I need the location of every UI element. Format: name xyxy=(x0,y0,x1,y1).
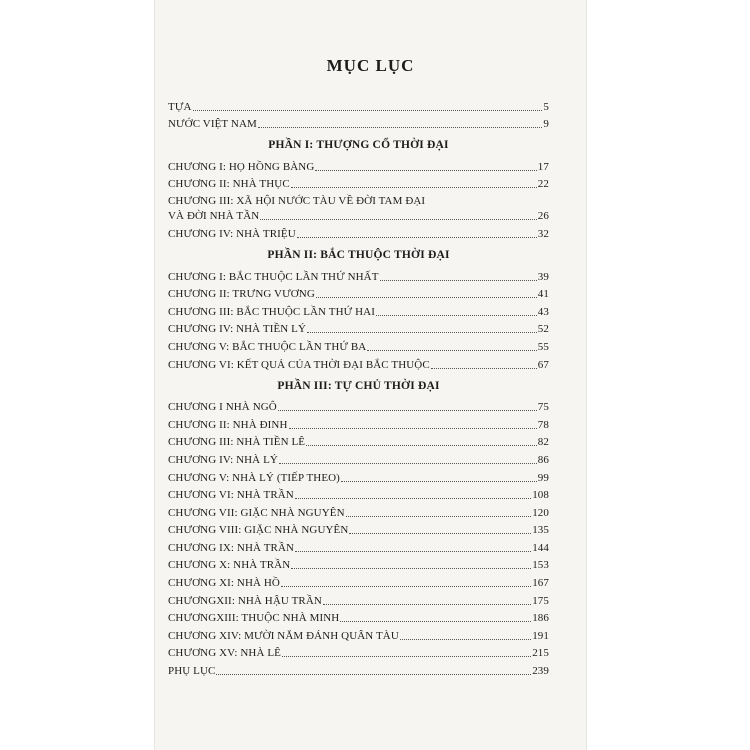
toc-entry-page: 191 xyxy=(532,629,549,642)
part-heading: PHẦN II: BẮC THUỘC THỜI ĐẠI xyxy=(267,248,450,261)
toc-entry xyxy=(168,572,549,590)
dot-leader xyxy=(431,367,537,369)
toc-entry-label: CHƯƠNG III: NHÀ TIỀN LÊ xyxy=(168,436,306,449)
toc-entry-page: 52 xyxy=(537,323,549,336)
toc-entry xyxy=(168,284,549,302)
toc-entry-label: CHƯƠNGXII: NHÀ HẬU TRẦN xyxy=(168,594,322,607)
dot-leader xyxy=(289,427,537,429)
toc-entry-label: CHƯƠNGXIII: THUỘC NHÀ MINH xyxy=(168,612,340,625)
toc-entry-page: 167 xyxy=(532,577,549,590)
dot-leader xyxy=(323,603,531,605)
dot-leader xyxy=(291,567,531,569)
toc-entry-label: CHƯƠNG II: NHÀ ĐINH xyxy=(168,418,288,431)
toc-entry xyxy=(168,608,549,626)
toc-entry xyxy=(168,625,549,643)
toc-entry xyxy=(168,156,549,174)
dot-leader xyxy=(281,585,531,587)
dot-leader xyxy=(193,109,543,111)
toc-entry-page: 41 xyxy=(537,288,549,301)
toc-entry-page: 26 xyxy=(537,210,549,223)
dot-leader xyxy=(349,532,531,534)
toc-entry-label: CHƯƠNG XI: NHÀ HỒ xyxy=(168,577,280,590)
toc-entry-label: PHỤ LỤC xyxy=(168,665,216,678)
toc-entry-page: 239 xyxy=(532,665,549,678)
toc-entry-page: 5 xyxy=(543,100,549,113)
toc-entry-page: 120 xyxy=(532,506,549,519)
toc-entry xyxy=(168,502,549,520)
dot-leader xyxy=(340,620,531,622)
dot-leader xyxy=(295,550,531,552)
toc-entry-page: 32 xyxy=(537,227,549,240)
toc-entry-label: CHƯƠNG VI: KẾT QUẢ CỦA THỜI ĐẠI BẮC THUỘC xyxy=(168,358,430,371)
dot-leader xyxy=(380,279,537,281)
dot-leader xyxy=(258,126,543,128)
toc-entry-page: 17 xyxy=(537,160,549,173)
toc-entry-page: 175 xyxy=(532,594,549,607)
table-of-contents xyxy=(168,96,549,678)
toc-entry-page: 82 xyxy=(537,436,549,449)
toc-entry xyxy=(168,301,549,319)
toc-entry-label: CHƯƠNG XV: NHÀ LÊ xyxy=(168,647,281,660)
toc-entry xyxy=(168,96,549,114)
toc-entry-label: CHƯƠNG II: NHÀ THỤC xyxy=(168,178,290,191)
toc-entry xyxy=(168,590,549,608)
toc-entry xyxy=(168,174,549,192)
toc-entry xyxy=(168,660,549,678)
toc-entry xyxy=(168,336,549,354)
toc-entry-label: CHƯƠNG IV: NHÀ TRIỆU xyxy=(168,227,296,240)
dot-leader xyxy=(367,349,536,351)
dot-leader xyxy=(307,331,537,333)
part-heading: PHẦN I: THƯỢNG CỔ THỜI ĐẠI xyxy=(268,139,449,152)
dot-leader xyxy=(400,638,531,640)
toc-entry-label: CHƯƠNG V: BẮC THUỘC LẦN THỨ BA xyxy=(168,340,367,353)
dot-leader xyxy=(315,169,536,171)
toc-entry-label: NƯỚC VIỆT NAM xyxy=(168,118,257,131)
toc-entry-page: 135 xyxy=(532,524,549,537)
toc-entry-label: CHƯƠNG X: NHÀ TRẦN xyxy=(168,559,291,572)
toc-entry-page: 108 xyxy=(532,489,549,502)
toc-entry xyxy=(168,432,549,450)
toc-entry-label-continued: VÀ ĐỜI NHÀ TẦN xyxy=(168,210,260,223)
dot-leader xyxy=(341,480,537,482)
toc-entry-label: CHƯƠNG II: TRƯNG VƯƠNG xyxy=(168,288,315,301)
toc-entry xyxy=(168,555,549,573)
toc-entry-page: 86 xyxy=(537,453,549,466)
toc-entry-label: CHƯƠNG IX: NHÀ TRẦN xyxy=(168,541,295,554)
toc-entry xyxy=(168,520,549,538)
dot-leader xyxy=(295,497,531,499)
toc-entry-label: CHƯƠNG VIII: GIẶC NHÀ NGUYÊN xyxy=(168,524,349,537)
toc-entry-label: CHƯƠNG VII: GIẶC NHÀ NGUYÊN xyxy=(168,506,345,519)
toc-entry xyxy=(168,414,549,432)
toc-entry xyxy=(168,467,549,485)
dot-leader xyxy=(376,314,537,316)
toc-entry-label: CHƯƠNG I: BẮC THUỘC LẦN THỨ NHẤT xyxy=(168,270,379,283)
toc-entry xyxy=(168,223,549,241)
page-title: MỤC LỤC xyxy=(326,56,415,75)
toc-entry xyxy=(168,114,549,132)
toc-entry-label: CHƯƠNG I NHÀ NGÔ xyxy=(168,401,277,414)
toc-entry xyxy=(168,354,549,372)
toc-entry-page: 153 xyxy=(532,559,549,572)
toc-entry-label: CHƯƠNG IV: NHÀ TIỀN LÝ xyxy=(168,323,307,336)
toc-entry xyxy=(168,449,549,467)
toc-entry-page: 43 xyxy=(537,305,549,318)
dot-leader xyxy=(297,236,537,238)
toc-entry-label: CHƯƠNG I: HỌ HỒNG BÀNG xyxy=(168,160,315,173)
dot-leader xyxy=(278,409,537,411)
toc-entry-page: 55 xyxy=(537,340,549,353)
toc-entry-label: CHƯƠNG V: NHÀ LÝ (TIẾP THEO) xyxy=(168,471,340,484)
toc-entry xyxy=(168,537,549,555)
toc-entry-page: 67 xyxy=(537,358,549,371)
toc-entry-page: 39 xyxy=(537,270,549,283)
toc-entry-label: CHƯƠNG III: XÃ HỘI NƯỚC TÀU VỀ ĐỜI TAM ĐẠI xyxy=(168,195,426,208)
toc-entry-label: CHƯƠNG XIV: MƯỜI NĂM ĐÁNH QUÂN TÀU xyxy=(168,629,399,642)
toc-entry xyxy=(168,643,549,661)
dot-leader xyxy=(216,673,531,675)
toc-entry xyxy=(168,194,549,223)
toc-entry-page: 75 xyxy=(537,401,549,414)
dot-leader xyxy=(316,296,537,298)
toc-entry-label: CHƯƠNG IV: NHÀ LÝ xyxy=(168,453,278,466)
toc-entry-page: 99 xyxy=(537,471,549,484)
toc-entry-label: TỰA xyxy=(168,100,192,113)
dot-leader xyxy=(291,186,537,188)
dot-leader xyxy=(279,462,537,464)
dot-leader xyxy=(306,444,537,446)
dot-leader xyxy=(260,218,536,220)
toc-entry-page: 9 xyxy=(543,118,549,131)
toc-entry xyxy=(168,485,549,503)
toc-entry-page: 186 xyxy=(532,612,549,625)
toc-entry-page: 78 xyxy=(537,418,549,431)
dot-leader xyxy=(346,515,532,517)
toc-entry-page: 22 xyxy=(537,178,549,191)
dot-leader xyxy=(282,655,531,657)
toc-entry xyxy=(168,319,549,337)
toc-entry xyxy=(168,397,549,415)
part-heading: PHẦN III: TỰ CHỦ THỜI ĐẠI xyxy=(277,379,440,392)
toc-entry-label: CHƯƠNG VI: NHÀ TRẦN xyxy=(168,489,294,502)
toc-entry-page: 215 xyxy=(532,647,549,660)
toc-entry xyxy=(168,266,549,284)
toc-entry-label: CHƯƠNG III: BẮC THUỘC LẦN THỨ HAI xyxy=(168,305,375,318)
toc-entry-page: 144 xyxy=(532,541,549,554)
